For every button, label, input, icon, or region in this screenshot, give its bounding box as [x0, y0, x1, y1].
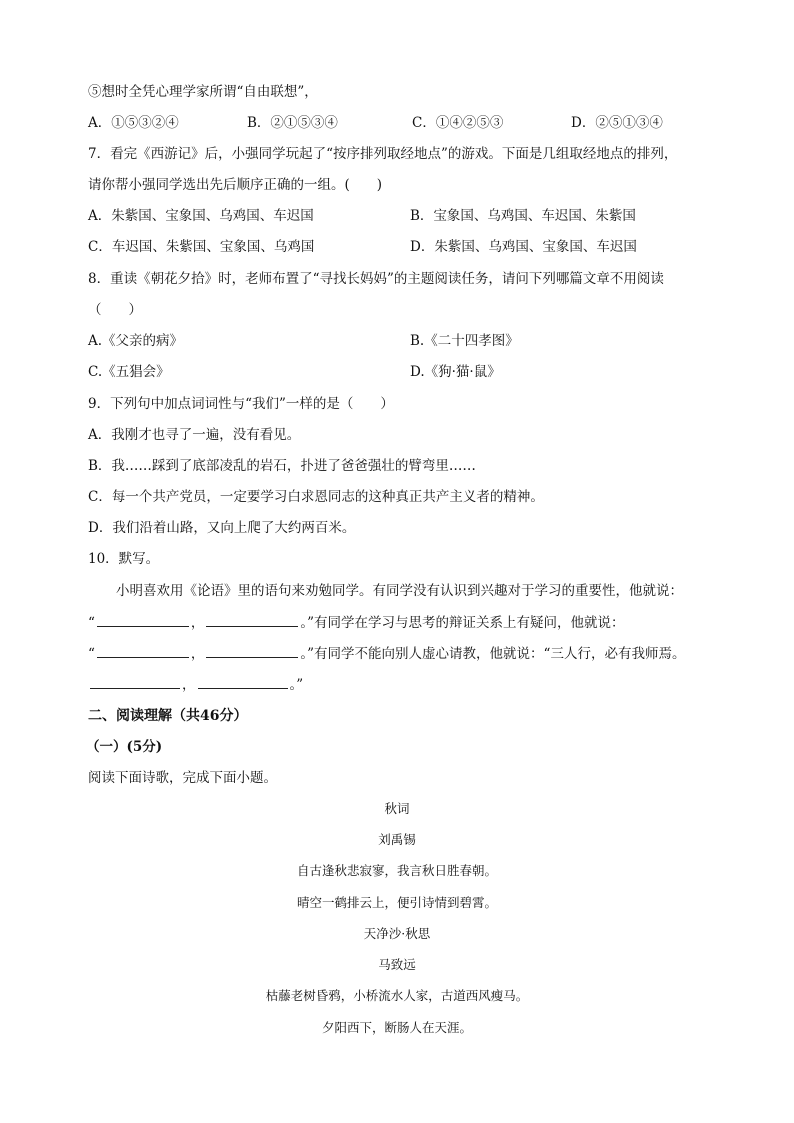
q7-option-b: B．宝象国、乌鸡国、车迟国、朱紫国: [410, 208, 636, 224]
q8-option-d: D.《狗·猫·鼠》: [410, 364, 501, 380]
q6-option-b: B．②①⑤③④: [247, 115, 338, 131]
fill-blank-1[interactable]: [97, 612, 189, 627]
q6-option-a: A．①⑤③②④: [88, 115, 179, 131]
poem2-title: 天净沙·秋思: [363, 926, 431, 941]
q7-stem-line2: 请你帮小强同学选出先后顺序正确的一组。( ): [88, 177, 383, 193]
q6-tail-line: ⑤想时全凭心理学家所谓“自由联想”，: [88, 84, 318, 100]
q9-option-d: D．我们沿着山路，又向上爬了大约两百米。: [88, 520, 356, 536]
q8-option-a: A.《父亲的病》: [88, 333, 184, 349]
fill-blank-5[interactable]: [90, 674, 180, 689]
q10-paragraph-line4: [88, 674, 303, 695]
poem1-line2: 晴空一鹤排云上，便引诗情到碧霄。: [296, 895, 497, 910]
line3-rest: 。”有同学不能向别人虚心请教，他就说：“三人行，必有我师焉。: [300, 646, 686, 662]
q8-stem-line1: 8．重读《朝花夕拾》时，老师布置了“寻找长妈妈”的主题阅读任务，请问下列哪篇文章不用阅读: [88, 271, 664, 287]
q10-paragraph-line3: [88, 643, 685, 664]
section-2-intro: 阅读下面诗歌，完成下面小题。: [88, 770, 277, 786]
fill-blank-2[interactable]: [206, 612, 298, 627]
comma: ，: [190, 646, 205, 662]
q9-option-a: A．我刚才也寻了一遍，没有看见。: [88, 427, 301, 443]
q6-option-c: C．①④②⑤③: [412, 115, 504, 131]
line4-end: 。”: [289, 677, 304, 693]
q10-paragraph-line2: [88, 612, 625, 633]
poem2-author: 马致远: [378, 957, 416, 972]
line2-rest: 。”有同学在学习与思考的辩证关系上有疑问，他就说：: [300, 615, 625, 631]
fill-blank-3[interactable]: [97, 643, 189, 658]
section-2-subtitle: （一）(5分): [86, 739, 163, 755]
poem2-line1: 枯藤老树昏鸦，小桥流水人家，古道西风瘦马。: [265, 988, 529, 1003]
open-quote: “: [88, 615, 95, 631]
comma: ，: [182, 677, 196, 693]
fill-blank-4[interactable]: [206, 643, 298, 658]
poem1-line1: 自古逢秋悲寂寥，我言秋日胜春朝。: [296, 863, 497, 878]
q7-stem-line1: 7．看完《西游记》后，小强同学玩起了“按序排列取经地点”的游戏。下面是几组取经地点的排列，: [88, 146, 678, 162]
open-quote: “: [88, 646, 95, 662]
q7-option-d: D．朱紫国、乌鸡国、宝象国、车迟国: [410, 239, 637, 255]
comma: ，: [190, 615, 205, 631]
q8-option-c: C.《五猖会》: [88, 364, 170, 380]
poem1-title: 秋词: [384, 801, 410, 816]
q9-stem: 9．下列句中加点词词性与“我们”一样的是（ ）: [88, 396, 394, 412]
q10-stem: 10．默写。: [88, 551, 160, 567]
q8-stem-line2: （ ）: [88, 302, 142, 318]
fill-blank-6[interactable]: [198, 674, 288, 689]
q7-option-c: C．车迟国、朱紫国、宝象国、乌鸡国: [88, 239, 315, 255]
section-2-title: 二、阅读理解（共46分）: [88, 708, 248, 724]
q9-option-c: C．每一个共产党员，一定要学习白求恩同志的这种真正共产主义者的精神。: [88, 489, 544, 505]
poem2-line2: 夕阳西下，断肠人在天涯。: [321, 1020, 472, 1035]
q6-option-d: D．②⑤①③④: [571, 115, 663, 131]
q7-option-a: A．朱紫国、宝象国、乌鸡国、车迟国: [88, 208, 314, 224]
poem1-author: 刘禹锡: [378, 832, 416, 847]
q8-option-b: B.《二十四孝图》: [410, 333, 519, 349]
q10-paragraph-line1: 小明喜欢用《论语》里的语句来劝勉同学。有同学没有认识到兴趣对于学习的重要性，他就说：: [116, 583, 683, 599]
q9-option-b: B．我……踩到了底部凌乱的岩石，扑进了爸爸强壮的臂弯里……: [88, 458, 476, 474]
